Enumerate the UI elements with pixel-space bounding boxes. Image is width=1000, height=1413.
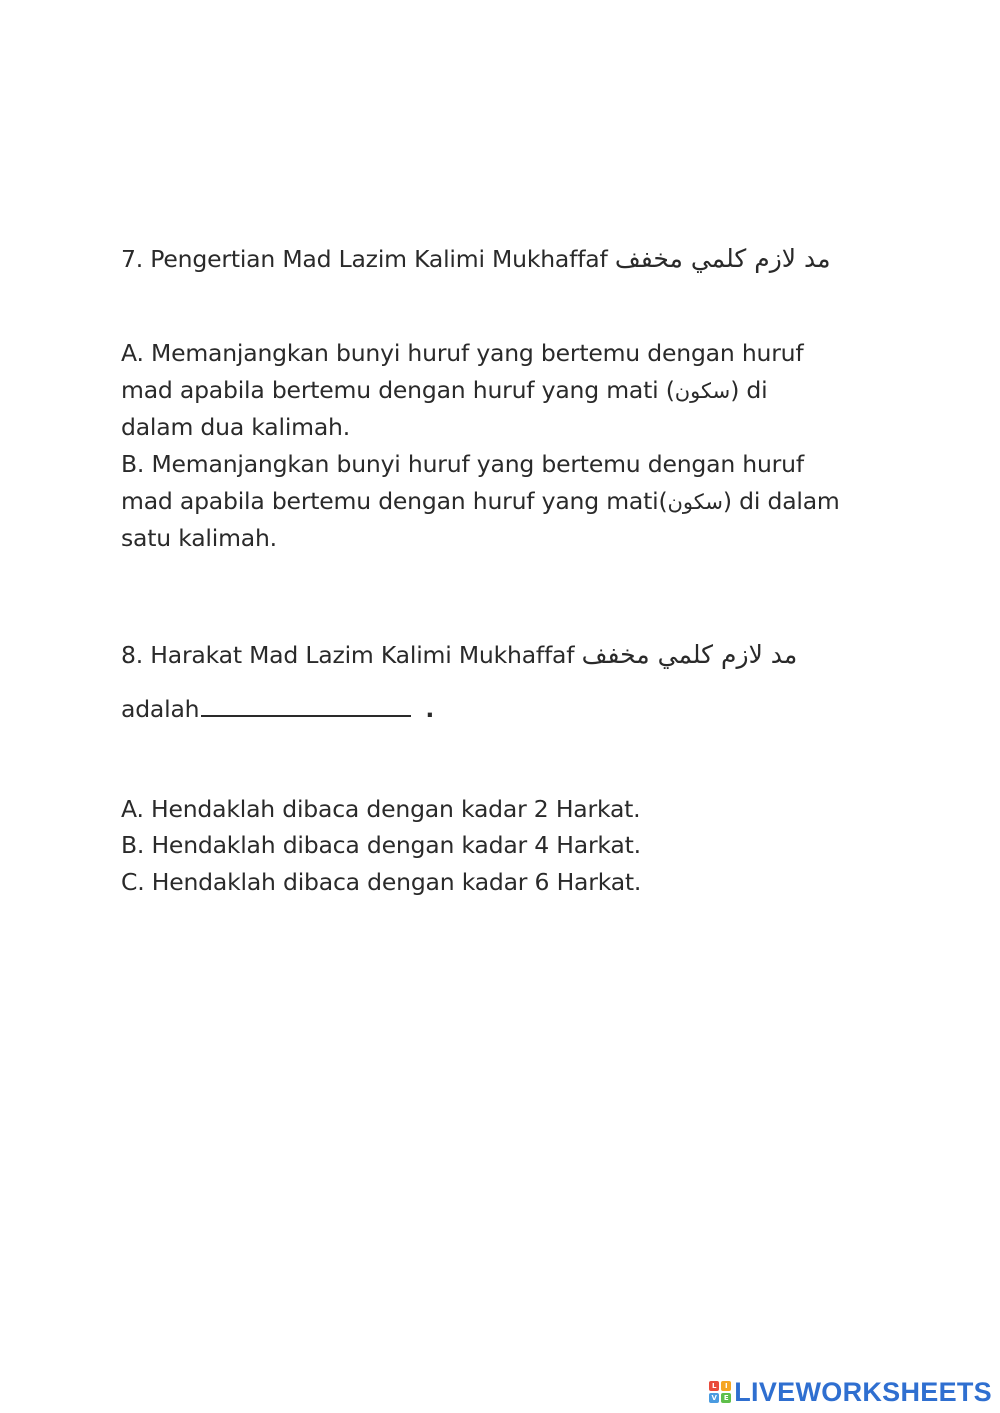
q7-option-a-line-2-pre: mad apabila bertemu dengan huruf yang mati (	[121, 376, 675, 404]
liveworksheets-logo-text: LIVEWORKSHEETS	[734, 1376, 992, 1407]
liveworksheets-logo-icon	[709, 1381, 731, 1403]
q7-option-b-line-1: B. Memanjangkan bunyi huruf yang bertemu dengan huruf	[121, 450, 804, 478]
q7-option-a-line-1: A. Memanjangkan bunyi huruf yang bertemu dengan huruf	[121, 339, 804, 367]
question-8-title	[121, 636, 797, 674]
answer-blank-input[interactable]	[201, 691, 411, 717]
logo-mark-l: L	[709, 1381, 719, 1391]
question-8-period: .	[425, 695, 435, 723]
q7-option-a-line-3: dalam dua kalimah.	[121, 413, 351, 441]
q8-option-c: C. Hendaklah dibaca dengan kadar 6 Harkat.	[121, 868, 642, 896]
logo-mark-v: V	[709, 1393, 719, 1403]
q7-option-a-line-2	[121, 372, 767, 410]
q7-option-b-line-2	[121, 483, 840, 521]
liveworksheets-logo	[709, 1377, 992, 1407]
question-7-title	[121, 240, 831, 278]
question-7-title-arabic: مد لازم كلمي مخفف	[614, 244, 831, 273]
logo-mark-e: E	[721, 1393, 731, 1403]
q7-option-a-sukun-arabic: سكون	[674, 379, 731, 403]
q8-option-b: B. Hendaklah dibaca dengan kadar 4 Harkat.	[121, 831, 641, 859]
q7-option-b-line-2-pre: mad apabila bertemu dengan huruf yang mati(	[121, 487, 668, 515]
question-8-title-text: 8. Harakat Mad Lazim Kalimi Mukhaffaf	[121, 641, 582, 669]
question-7-title-text: 7. Pengertian Mad Lazim Kalimi Mukhaffaf	[121, 245, 615, 273]
q7-option-b-sukun-arabic: سكون	[667, 490, 723, 514]
q7-option-b-line-3: satu kalimah.	[121, 524, 277, 552]
q7-option-a-line-2-post: ) di	[730, 376, 768, 404]
logo-mark-i: I	[721, 1381, 731, 1391]
q8-option-a: A. Hendaklah dibaca dengan kadar 2 Harkat.	[121, 795, 641, 823]
question-8-adalah: adalah	[121, 695, 200, 723]
question-8-title-arabic: مد لازم كلمي مخفف	[581, 640, 798, 669]
q7-option-b-line-2-post: ) di dalam	[722, 487, 840, 515]
question-8-line-2	[121, 691, 434, 728]
